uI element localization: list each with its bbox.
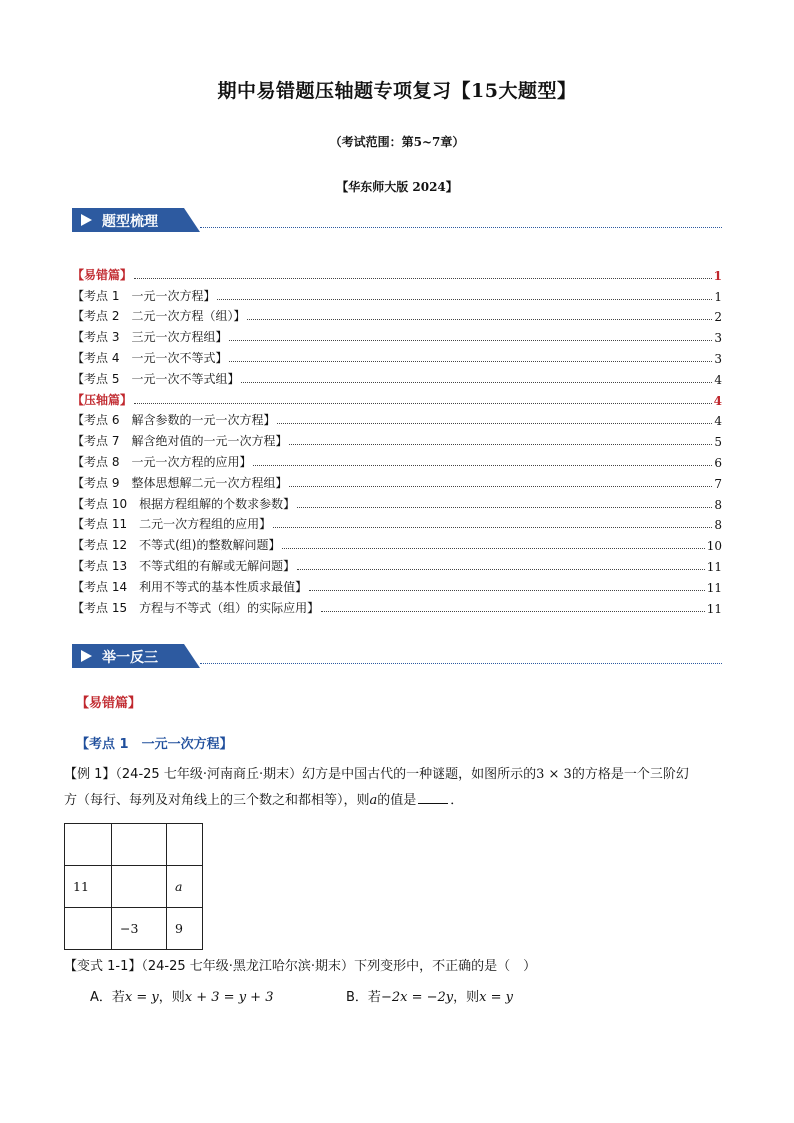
toc-entry[interactable] [72, 366, 722, 387]
option-letter: A． [90, 990, 112, 1005]
option-text: 若 [111, 990, 125, 1005]
toc-entry-label: 【考点 10 根据方程组解的个数求参数】 [72, 496, 296, 511]
toc-entry[interactable] [72, 449, 722, 470]
example-tag: 【例 1】 [64, 767, 116, 782]
math-expression: x + 3 = y + 3 [184, 990, 274, 1005]
toc-leader-dots [289, 486, 712, 487]
toc-page-number: 5 [714, 435, 722, 450]
toc-page-number: 3 [714, 331, 722, 346]
example-1 [64, 762, 724, 814]
toc-page-number: 11 [706, 580, 722, 595]
toc-entry-label: 【压轴篇】 [72, 392, 133, 407]
toc-entry-label: 【考点 8 一元一次方程的应用】 [72, 454, 252, 469]
option-a[interactable] [90, 986, 273, 1005]
toc-leader-dots [229, 361, 712, 362]
example-text: 幻方是中国古代的一种谜题，如图所示的 [302, 767, 537, 782]
toc-leader-dots [134, 278, 712, 279]
toc-entry-label: 【考点 3 三元一次方程组】 [72, 330, 228, 345]
toc-entry[interactable] [72, 470, 722, 491]
grid-cell [112, 866, 167, 908]
option-letter: B． [346, 990, 368, 1005]
toc-page-number: 10 [706, 539, 722, 554]
toc-page-number: 7 [714, 476, 722, 491]
variant-1-1 [64, 954, 724, 980]
variant-source: （24-25 七年级·黑龙江哈尔滨·期末） [141, 959, 355, 974]
toc-entry[interactable] [72, 532, 722, 553]
toc-entry-label: 【考点 9 整体思想解二元一次方程组】 [72, 475, 288, 490]
toc-leader-dots [217, 299, 712, 300]
exam-scope: （考试范围：第5~7章） [329, 135, 465, 149]
toc-entry-label: 【考点 7 解含绝对值的一元一次方程】 [72, 434, 288, 449]
toc-section-header [72, 208, 722, 232]
grid-cell: −3 [112, 908, 167, 950]
toc-leader-dots [297, 507, 712, 508]
option-text: 若 [367, 990, 381, 1005]
toc-leader-dots [247, 319, 712, 320]
grid-cell: 11 [65, 866, 112, 908]
toc-page-number: 3 [714, 351, 722, 366]
math-expression: −2x = −2y [380, 990, 454, 1005]
toc-page-number: 6 [714, 455, 722, 470]
toc-page-number: 11 [706, 601, 722, 616]
toc-page-number: 8 [714, 518, 722, 533]
topic-heading: 【考点 1 一元一次方程】 [76, 737, 233, 752]
toc-entry[interactable] [72, 387, 722, 408]
toc-page-number: 4 [714, 414, 722, 429]
toc-leader-dots [289, 444, 712, 445]
toc-entry[interactable] [72, 408, 722, 429]
play-icon [81, 214, 92, 226]
toc-entry[interactable] [72, 553, 722, 574]
toc-leader-dots [229, 340, 712, 341]
toc-page-number: 8 [714, 497, 722, 512]
toc-page-number: 1 [714, 289, 722, 304]
grid-cell: 9 [167, 908, 203, 950]
option-text: ，则 [453, 990, 480, 1005]
example-line-2 [64, 788, 724, 814]
toc-entry[interactable] [72, 283, 722, 304]
edition-label: 【华东师大版 2024】 [336, 180, 458, 194]
toc-entry[interactable] [72, 512, 722, 533]
toc-entry-label: 【考点 5 一元一次不等式组】 [72, 371, 240, 386]
math-expression: 3 × 3 [536, 767, 572, 782]
practice-section-label: 举一反三 [102, 650, 158, 666]
toc-entry[interactable] [72, 324, 722, 345]
play-icon [81, 650, 92, 662]
toc-page-number: 4 [713, 393, 722, 408]
grid-cell [167, 824, 203, 866]
toc-leader-dots [321, 611, 705, 612]
math-variable: a [369, 793, 378, 808]
magic-square-grid [64, 823, 203, 950]
math-expression: x = y [124, 990, 159, 1005]
example-source: （24-25 七年级·河南商丘·期末） [115, 767, 303, 782]
toc-entry-label: 【考点 14 利用不等式的基本性质求最值】 [72, 579, 308, 594]
table-of-contents [72, 262, 722, 616]
example-line-1 [64, 762, 724, 788]
toc-entry-label: 【考点 6 解含参数的一元一次方程】 [72, 413, 276, 428]
toc-leader-dots [277, 423, 712, 424]
toc-entry[interactable] [72, 304, 722, 325]
example-text: 的值是 [377, 793, 417, 808]
toc-entry-label: 【易错篇】 [72, 267, 133, 282]
dotted-divider [200, 663, 722, 664]
toc-entry-label: 【考点 1 一元一次方程】 [72, 288, 216, 303]
toc-entry-label: 【考点 11 二元一次方程组的应用】 [72, 517, 272, 532]
toc-leader-dots [309, 590, 705, 591]
toc-entry[interactable] [72, 262, 722, 283]
example-text: 方（每行、每列及对角线上的三个数之和都相等），则 [64, 793, 370, 808]
dotted-divider [200, 227, 722, 228]
toc-section-label: 题型梳理 [102, 214, 158, 230]
variant-text: 下列变形中，不正确的是（ ） [354, 959, 537, 974]
toc-page-number: 4 [714, 372, 722, 387]
toc-leader-dots [253, 465, 712, 466]
practice-section-header [72, 644, 722, 668]
toc-entry[interactable] [72, 595, 722, 616]
answer-blank [418, 791, 448, 804]
toc-entry-label: 【考点 15 方程与不等式（组）的实际应用】 [72, 600, 320, 615]
toc-page-number: 2 [714, 310, 722, 325]
grid-cell [65, 824, 112, 866]
toc-entry[interactable] [72, 574, 722, 595]
part-heading: 【易错篇】 [76, 696, 142, 711]
toc-leader-dots [282, 548, 704, 549]
toc-entry[interactable] [72, 491, 722, 512]
page-title: 期中易错题压轴题专项复习【15大题型】 [217, 80, 577, 102]
toc-page-number: 11 [706, 559, 722, 574]
option-text: ，则 [158, 990, 185, 1005]
toc-leader-dots [241, 382, 712, 383]
toc-entry[interactable] [72, 428, 722, 449]
grid-cell [112, 824, 167, 866]
example-text: 的方格是一个三阶幻 [571, 767, 689, 782]
variant-tag: 【变式 1-1】 [64, 959, 142, 974]
toc-leader-dots [297, 569, 705, 570]
example-text: ． [450, 793, 464, 808]
toc-leader-dots [134, 403, 712, 404]
option-b[interactable] [346, 986, 513, 1005]
toc-leader-dots [273, 527, 712, 528]
toc-entry-label: 【考点 13 不等式组的有解或无解问题】 [72, 558, 296, 573]
toc-entry-label: 【考点 2 二元一次方程（组）】 [72, 309, 246, 324]
toc-entry[interactable] [72, 345, 722, 366]
toc-page-number: 1 [713, 268, 722, 283]
grid-cell [65, 908, 112, 950]
toc-entry-label: 【考点 4 一元一次不等式】 [72, 350, 228, 365]
math-expression: x = y [479, 990, 513, 1005]
grid-cell: a [167, 866, 203, 908]
toc-entry-label: 【考点 12 不等式(组)的整数解问题】 [72, 538, 281, 553]
